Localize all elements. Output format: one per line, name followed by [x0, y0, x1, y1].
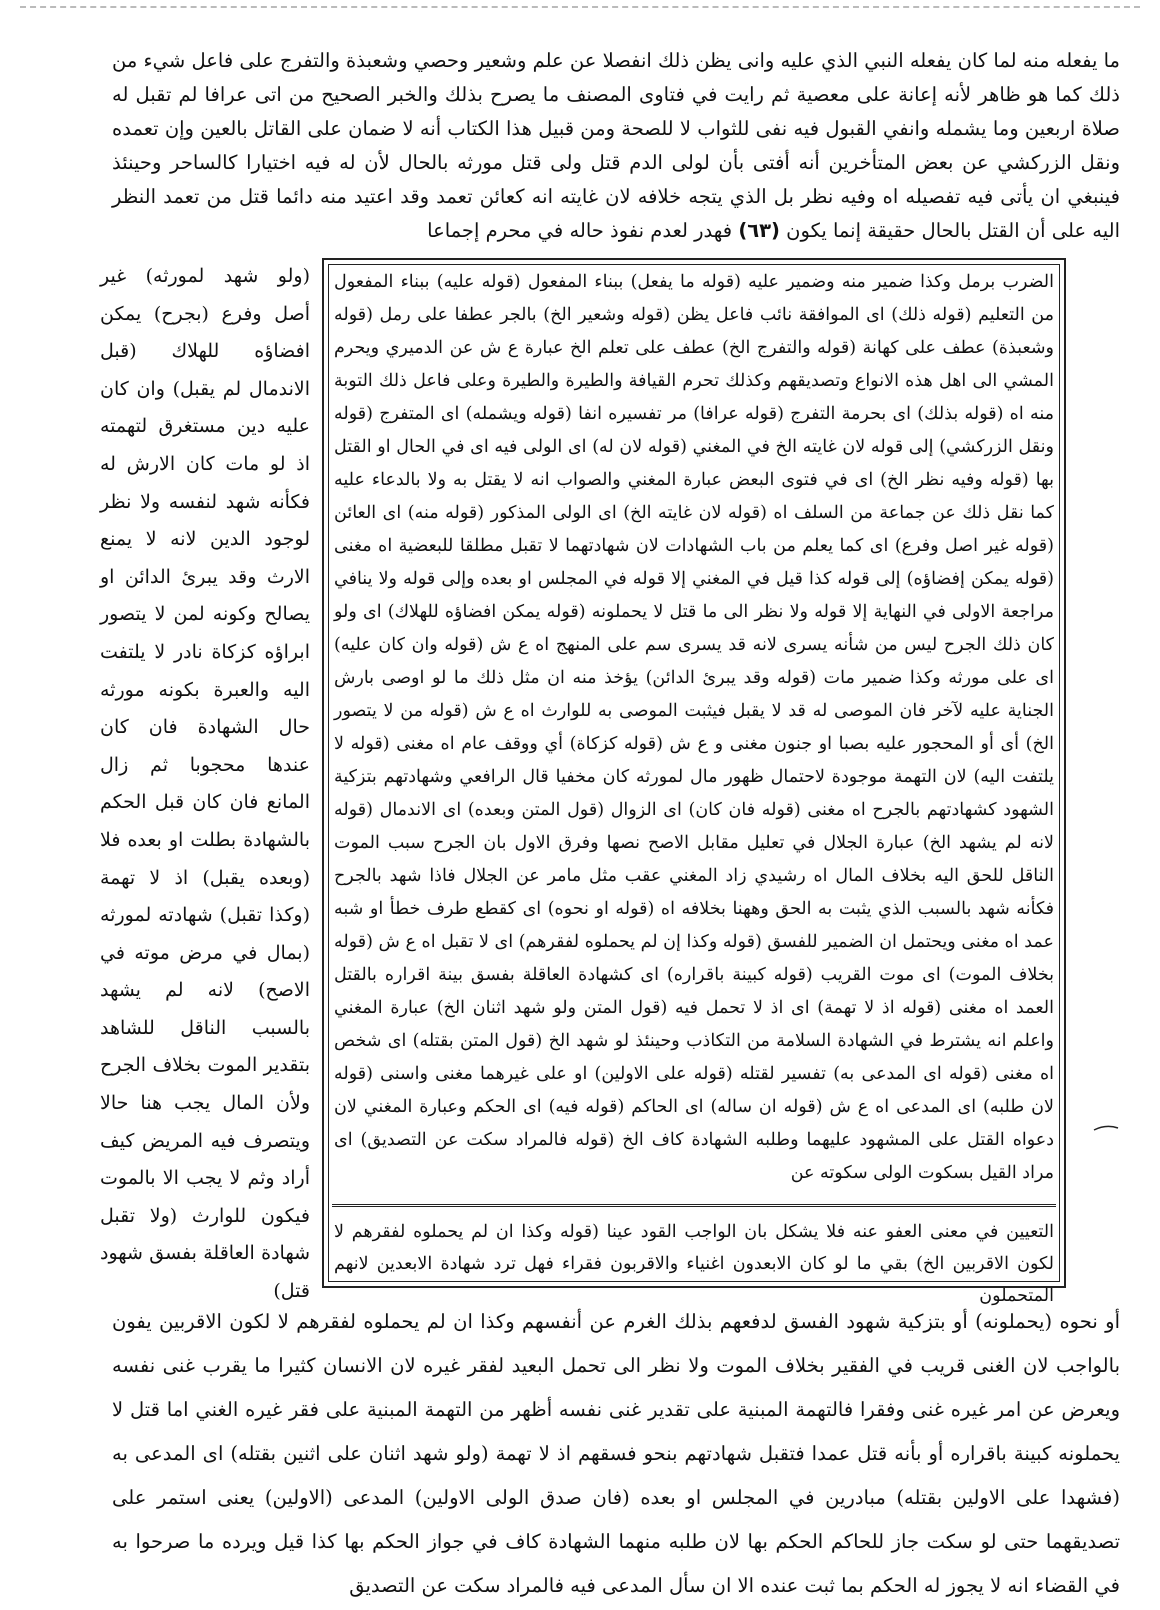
margin-mark — [1092, 1122, 1120, 1134]
top-paragraph-tail: فهدر لعدم نفوذ حاله في محرم إجماعا — [427, 219, 733, 242]
matn-side-column — [100, 258, 310, 1303]
side-column-text: (ولو شهد لمورثه) غير أصل وفرع (بجرح) يمكن افضاؤه للهلاك (قبل الاندمال لم يقبل) وان كان عليه دين مستغرق لتهمته اذ لو مات كان الارش له فكأنه شهد لنفسه ولا نظر لوجود الدين لانه لا يمنع الارث وقد يبرئ الدائن او يصالح وكونه لمن لا يتصور ابراؤه كزكاة نادر لا يلتفت اليه والعبرة بكونه مورثه حال الشهادة فان كان عندها محجوبا ثم زال المانع فان كان قبل الحكم بالشهادة بطلت او بعده فلا (وبعده يقبل) اذ لا تهمة (وكذا تقبل) شهادته لمورثه (بمال في مرض موته في الاصح) لانه لم يشهد بالسبب الناقل للشاهد بتقدير الموت بخلاف الجرح ولأن المال يجب هنا حالا ويتصرف فيه المريض كيف أراد وثم لا يجب الا بالموت فيكون للوارث (ولا تقبل شهادة العاقلة بفسق شهود قتل) — [100, 265, 310, 1303]
commentary-footnote — [334, 1216, 1054, 1312]
commentary-frame — [322, 258, 1066, 1306]
main-text-top — [112, 44, 1120, 252]
commentary-text: الضرب برمل وكذا ضمير منه وضمير عليه (قوله ما يفعل) ببناء المفعول (قوله عليه) ببناء المفعول من التعليم (قوله ذلك) اى الموافقة نائب فاعل يظن (قوله وشعير الخ) بالجر عطفا على رمل (قوله وشعبذة) عطف على كهانة (قوله والتفرج الخ) عطف على تعلم الخ عبارة ع ش عن الدميري ويحرم المشي الى اهل هذه الانواع وتصديقهم وكذلك تحرم القيافة والطيرة والطيرة وعلى فاعل ذلك التوبة منه اه (قوله بذلك) اى بحرمة التفرج (قوله عرافا) مر تفسيره انفا (قوله ويشمله) اى المتفرج (قوله ونقل الزركشي) إلى قوله لان غايته الخ في المغني (قوله لان له) اى الولى فيه اى في الحال او القتل بها (قوله وفيه نظر الخ) اى في فتوى البعض عبارة المغني والصواب انه لا يقتل به ولا بالدعاء عليه كما نقل ذلك عن جماعة من السلف اه (قوله لان غايته الخ) اى الولى المذكور (قوله منه) اى العائن (قوله غير اصل وفرع) اى كما يعلم من باب الشهادات لان شهادتهما لا تقبل مطلقا للبعضية اه مغنى (قوله يمكن إفضاؤه) إلى قوله كذا قيل في المغني إلا قوله في المجلس او بعده وإلى قوله ولا ينافي مراجعة الاولى في النهاية إلا قوله ولا نظر الى ما قتل لا يحملونه (قوله يمكن افضاؤه للهلاك) اى ولو كان ذلك الجرح ليس من شأنه يسرى لانه قد يسرى سم على المنهج اه ع ش (قوله وان كان عليه) اى على مورثه وكذا ضمير مات (قوله وقد يبرئ الدائن) يؤخذ منه ان مثل ذلك ما لو اوصى بارش الجناية عليه لآخر فان الموصى له قد لا يقبل فيثبت الموصى به للوارث اه ع ش (قوله من لا يتصور الخ) أى أو المحجور عليه بصبا او جنون مغنى و ع ش (قوله كزكاة) أي ووقف عام اه مغنى (قوله لا يلتفت اليه) لان التهمة موجودة لاحتمال ظهور مال لمورثه كان مخفيا قال الرافعي وشهادتهم بتزكية الشهود كشهادتهم بالجرح اه مغنى (قوله فان كان) اى الزوال (قول المتن وبعده) اى الاندمال (قوله لانه لم يشهد الخ) عبارة الجلال في تعليل مقابل الاصح نصها وفرق الاول بان الجرح سبب الموت الناقل للحق اليه بخلاف المال اه رشيدي زاد المغني عقب مثل مامر عن الجلال فاذا شهد بالجرح فكأنه شهد بالسبب الذي يثبت به الحق وههنا بخلافه اه (قوله او نحوه) اى كقطع طرف خطأ او شبه عمد اه مغنى ويحتمل ان الضمير للفسق (قوله وكذا إن لم يحملوه لفقرهم) اى لا تقبل اه ع ش (قوله بخلاف الموت) اى موت القريب (قوله كبينة باقراره) اى كشهادة العاقلة بفسق بينة اقراره بالقتل العمد اه مغنى (قوله اذ لا تهمة) اى اذ لا تحمل فيه (قول المتن ولو شهد اثنان الخ) عبارة المغني واعلم انه يشترط في الشهادة السلامة من التكاذب وحينئذ لو شهد الخ (قول المتن بقتله) اى شخص اه مغنى (قوله اى المدعى به) تفسير لقتله (قوله على الاولين) او على غيرهما مغنى واسنى (قوله لان طلبه) اى المدعى اه ع ش (قوله ان ساله) اى الحاكم (قوله فيه) اى الحكم وعبارة المغني لان دعواه القتل على المشهود عليهما وطلبه الشهادة كاف الخ (قوله فالمراد سكت عن التصديق) اى مراد القيل بسكوت الولى سكوته عن — [334, 272, 1055, 1183]
top-paragraph-text: ما يفعله منه لما كان يفعله النبي الذي عليه وانى يظن ذلك انفصلا عن علم وشعير وحصي وشعبذة والتفرج على فاعل شيء من ذلك كما هو ظاهر لأنه إعانة على معصية ثم رايت في فتاوى المصنف ما يصرح بذلك والخبر الصحيح من اتى عرافا لم تقبل له صلاة اربعين وما يشمله وانفي القبول فيه نفى للثواب لا للصحة ومن قبيل هذا الكتاب أنه لا ضمان على القاتل بالعين وإن تعمده ونقل الزركشي عن بعض المتأخرين أنه أفتى بأن لولى الدم قتل ولى قتل مورثه بالحال لأن له فيه اختيارا كالساحر وحينئذ فينبغي ان يأتى فيه تفصيله اه وفيه نظر بل الذي يتجه خلافه لان غايته انه كعائن تعمد وقد اعتيد منه دائما قتل من تعمد النظر اليه على أن القتل بالحال حقيقة إنما يكون — [112, 49, 1120, 242]
main-text-top-paragraph — [112, 44, 1120, 248]
commentary-footnote-text: التعيين في معنى العفو عنه فلا يشكل بان الواجب القود عينا (قوله وكذا ان لم يحملوه لفقرهم لا لكون الاقربين الخ) بقي ما لو كان الابعدون اغنياء والاقربون فقراء فهل ترد شهادة الابعدين لانهم المتحملون — [334, 1222, 1054, 1306]
page-number: (٦٣) — [738, 219, 780, 242]
main-text-bottom — [112, 1300, 1120, 1597]
scan-edge-line — [20, 6, 1140, 8]
bottom-paragraph-text: أو نحوه (يحملونه) أو بتزكية شهود الفسق لدفعهم بذلك الغرم عن أنفسهم وكذا ان لم يحملوه لفقرهم لا لكون الاقربين يفون بالواجب لان الغنى قريب في الفقير بخلاف الموت ولا نظر الى تحمل البعيد لفقر غيره لان الانسان كثيرا ما يقرب غنى نفسه ويعرض عن امر غيره غنى وفقرا فالتهمة المبنية على تقدير غنى نفسه أظهر من التهمة المبنية على فقر غيره الغني اما قتل لا يحملونه كبينة باقراره أو بأنه قتل عمدا فتقبل شهادتهم بنحو فسقهم اذ لا تهمة (ولو شهد اثنان على اثنين بقتله) اى المدعى به (فشهدا على الاولين بقتله) مبادرين في المجلس او بعده (فان صدق الولى الاولين) المدعى (الاولين) يعنى استمر على تصديقهما حتى لو سكت جاز للحاكم الحكم بها لان طلبه منهما الشهادة كاف في جواز الحكم بها كذا قيل ويرده ما صرحوا به في القضاء انه لا يجوز له الحكم بما ثبت عنده الا ان سأل المدعى فيه فالمراد سكت عن التصديق — [112, 1310, 1120, 1597]
commentary-divider — [332, 1204, 1056, 1207]
commentary-body — [334, 266, 1054, 1186]
